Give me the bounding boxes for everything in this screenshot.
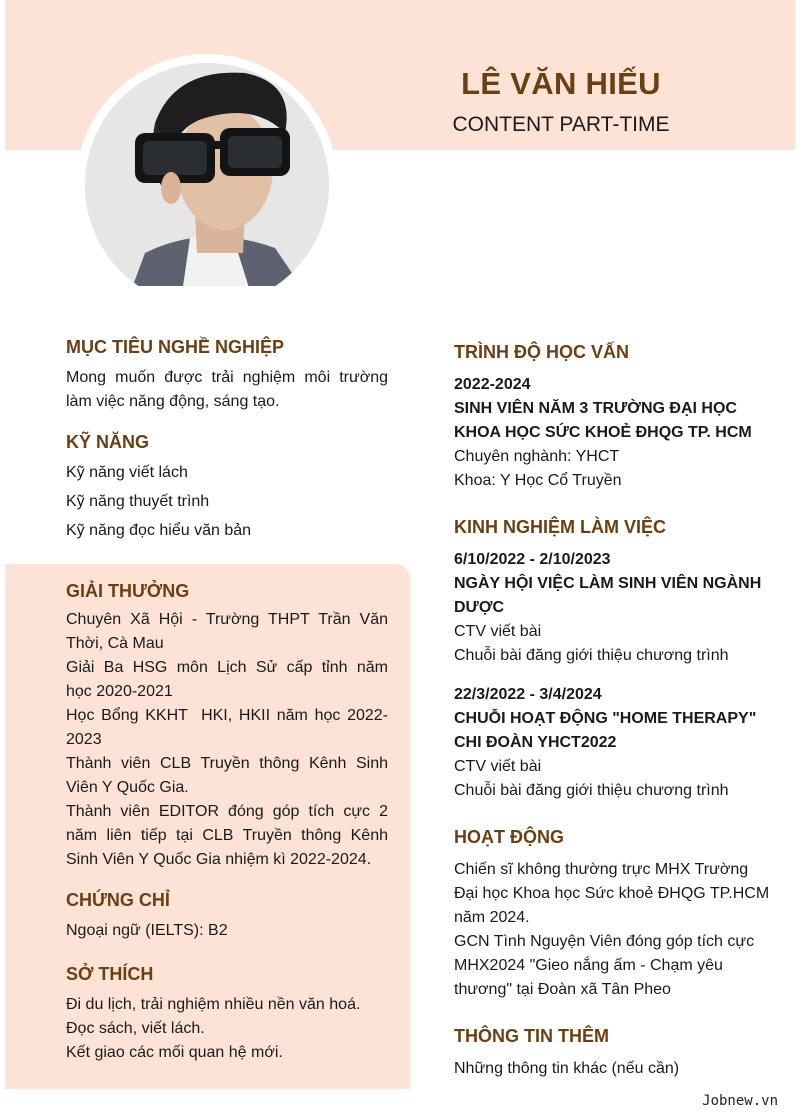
- awards-heading: GIẢI THƯỞNG: [66, 581, 190, 601]
- hobby-item: Đọc sách, viết lách.: [66, 1020, 205, 1037]
- job-period: 22/3/2022 - 3/4/2024: [454, 686, 602, 703]
- job-detail: Chuỗi bài đăng giới thiệu chương trình: [454, 782, 729, 799]
- activity-line: Chiến sĩ không thường trực MHX Trường: [454, 861, 749, 878]
- avatar-bottom-mask: [0, 286, 400, 326]
- avatar: [85, 63, 329, 307]
- education-detail: Khoa: Y Học Cổ Truyền: [454, 472, 622, 489]
- candidate-name: LÊ VĂN HIẾU: [461, 66, 661, 101]
- extra-info-item: Những thông tin khác (nếu cần): [454, 1060, 680, 1077]
- job-title-line: CHI ĐOÀN YHCT2022: [454, 734, 617, 751]
- avatar-frame: [76, 54, 338, 316]
- certificates-heading: CHỨNG CHỈ: [66, 890, 170, 910]
- awards-list: [66, 608, 388, 872]
- skill-item: Kỹ năng thuyết trình: [66, 493, 210, 510]
- activity-line: Đại học Khoa học Sức khoẻ ĐHQG TP.HCM: [454, 885, 770, 902]
- award-line: học 2020-2021: [66, 683, 173, 700]
- hobby-item: Kết giao các mối quan hệ mới.: [66, 1044, 283, 1061]
- job-title-line: DƯỢC: [454, 599, 505, 616]
- award-line: 2023: [66, 731, 102, 748]
- job-period: 6/10/2022 - 2/10/2023: [454, 551, 611, 568]
- award-line: Viên Y Quốc Gia.: [66, 779, 189, 796]
- education-school-line: KHOA HỌC SỨC KHOẺ ĐHQG TP. HCM: [454, 424, 752, 441]
- award-line: Học Bổng KKHT HKI, HKII năm học 2022-: [66, 707, 388, 724]
- job-title-line: CHUỖI HOẠT ĐỘNG "HOME THERAPY": [454, 710, 757, 727]
- activity-line: thương" tại Đoàn xã Tân Pheo: [454, 981, 671, 998]
- award-line: Chuyên Xã Hội - Trường THPT Trần Văn: [66, 611, 388, 628]
- avatar-photo: [85, 63, 329, 307]
- education-period: 2022-2024: [454, 376, 531, 393]
- experience-heading: KINH NGHIỆM LÀM VIỆC: [454, 517, 667, 537]
- certificate-item: Ngoại ngữ (IELTS): B2: [66, 922, 228, 939]
- career-goal-line: Mong muốn được trải nghiệm môi trường: [66, 369, 388, 386]
- award-line: Thời, Cà Mau: [66, 635, 164, 652]
- education-school-line: SINH VIÊN NĂM 3 TRƯỜNG ĐẠI HỌC: [454, 400, 737, 417]
- job-detail: Chuỗi bài đăng giới thiệu chương trình: [454, 647, 729, 664]
- award-line: Thành viên EDITOR đóng góp tích cực 2: [66, 803, 388, 820]
- education-detail: Chuyên nghành: YHCT: [454, 448, 620, 465]
- job-title: CONTENT PART-TIME: [452, 113, 670, 136]
- job-detail: CTV viết bài: [454, 758, 542, 775]
- award-line: Thành viên CLB Truyền thông Kênh Sinh: [66, 755, 388, 772]
- hobby-item: Đi du lịch, trải nghiệm nhiều nền văn hoá.: [66, 996, 361, 1013]
- extra-info-heading: THÔNG TIN THÊM: [454, 1026, 609, 1046]
- activity-line: năm 2024.: [454, 909, 530, 926]
- award-line: Giải Ba HSG môn Lịch Sử cấp tỉnh năm: [66, 659, 388, 676]
- award-line: Sinh Viên Y Quốc Gia nhiệm kì 2022-2024.: [66, 851, 372, 868]
- jobnew-watermark: Jobnew.vn: [702, 1093, 778, 1109]
- job-title-line: NGÀY HỘI VIỆC LÀM SINH VIÊN NGÀNH: [454, 575, 762, 592]
- skill-item: Kỹ năng viết lách: [66, 464, 188, 481]
- skill-item: Kỹ năng đọc hiểu văn bản: [66, 522, 252, 539]
- hobbies-heading: SỞ THÍCH: [66, 964, 154, 984]
- skills-heading: KỸ NĂNG: [66, 432, 150, 452]
- education-heading: TRÌNH ĐỘ HỌC VẤN: [454, 342, 629, 362]
- career-goal-heading: MỤC TIÊU NGHỀ NGHIỆP: [66, 337, 285, 357]
- award-line: năm liên tiếp tại CLB Truyền thông Kênh: [66, 827, 388, 844]
- activity-line: GCN Tình Nguyện Viên đóng góp tích cực: [454, 933, 755, 950]
- job-detail: CTV viết bài: [454, 623, 542, 640]
- career-goal-text: [66, 366, 388, 414]
- activities-heading: HOẠT ĐỘNG: [454, 827, 564, 847]
- activity-line: MHX2024 "Gieo nắng ấm - Chạm yêu: [454, 957, 723, 974]
- career-goal-line: làm việc năng động, sáng tạo.: [66, 393, 280, 410]
